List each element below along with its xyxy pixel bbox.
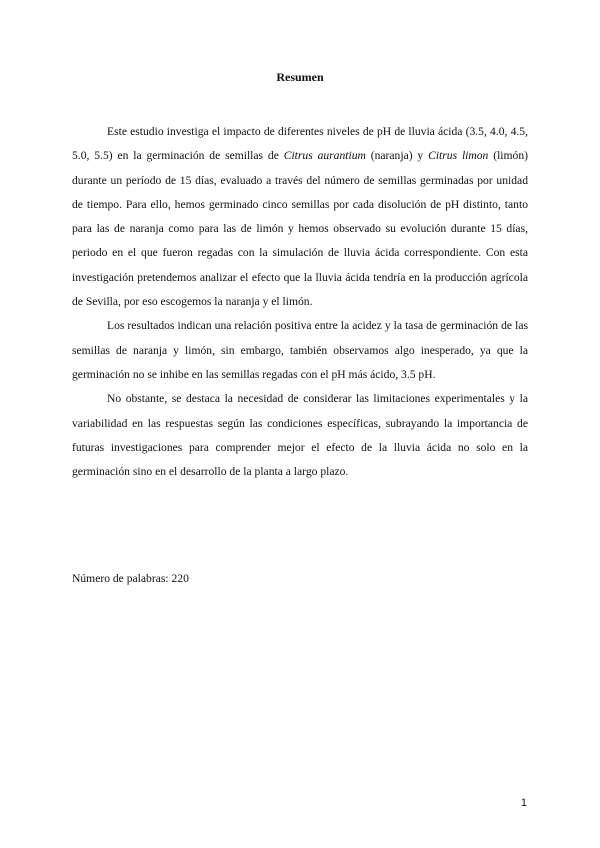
abstract-body bbox=[72, 120, 528, 484]
abstract-paragraph-3: No obstante, se destaca la necesidad de considerar las limitaciones experimentales y la variabilidad en las respuestas según las condiciones específicas, subrayando la importancia de futuras investigaciones para comprender mejor el efecto de la lluvia ácida no solo en la germinación sino en el desarrollo de la planta a largo plazo. bbox=[72, 392, 528, 479]
page-title: Resumen bbox=[276, 70, 324, 84]
abstract-paragraph-2: Los resultados indican una relación positiva entre la acidez y la tasa de germinación de las semillas de naranja y limón, sin embargo, también observamos algo inesperado, ya que la germinación no se inhibe en las semillas regadas con el pH más ácido, 3.5 pH. bbox=[72, 319, 528, 381]
paragraph-text: (limón) durante un período de 15 días, evaluado a través del número de semillas germinadas por unidad de tiempo. Para ello, hemos germinado cinco semillas por cada disolución de pH distinto, tanto para las de naranja como para las de limón y hemos observado su evolución durante 15 días, periodo en el que fueron regadas con la simulación de lluvia ácida correspondiente. Con esta investigación pretendemos analizar el efecto que la lluvia ácida tendría en la producción agrícola de Sevilla, por eso escogemos la naranja y el limón. bbox=[72, 149, 528, 309]
word-count: Número de palabras: 220 bbox=[72, 572, 189, 585]
species-name-orange: Citrus aurantium bbox=[283, 149, 366, 163]
species-name-lemon: Citrus limon bbox=[428, 149, 489, 163]
abstract-paragraph-1 bbox=[72, 120, 528, 314]
page-number: 1 bbox=[520, 797, 527, 809]
paragraph-text: Este estudio investiga el impacto de diferentes niveles de pH de lluvia ácida (3.5, 4.0, 4.5, 5.0, 5.5) en la germinación de semillas de bbox=[72, 125, 528, 163]
paragraph-text: (naranja) y bbox=[365, 149, 429, 163]
